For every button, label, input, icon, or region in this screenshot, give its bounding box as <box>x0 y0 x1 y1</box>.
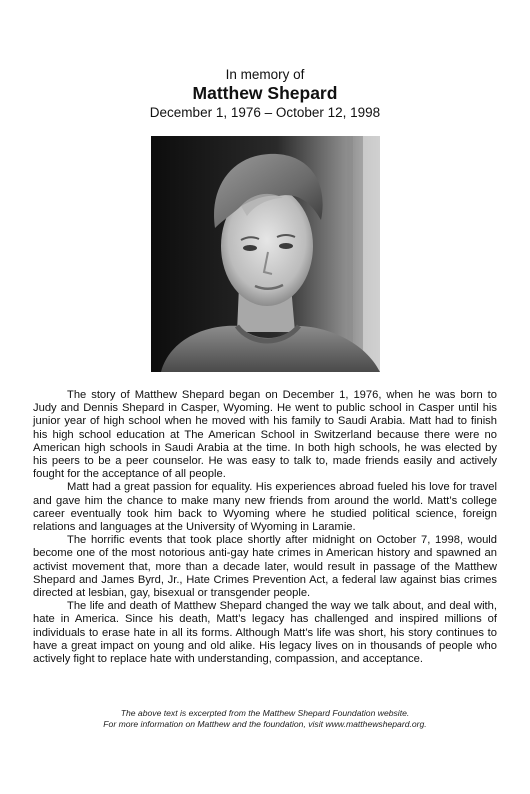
portrait-photo <box>151 136 380 372</box>
memorial-header <box>0 66 530 121</box>
biography-paragraph: The life and death of Matthew Shepard changed the way we talk about, and deal with, hate in America. Since his death, Matt’s legacy has challenged and inspired millions of individuals to erase hate in all its forms. Although Matt’s life was short, his story continues to have a great impact on young and old alike. His legacy lives on in thousands of people who actively fight to replace hate with understanding, compassion, and acceptance. <box>33 600 497 666</box>
biography-paragraph: Matt had a great passion for equality. His experiences abroad fueled his love for travel and gave him the chance to make many new friends from around the world. Matt’s college career eventually took him back to Wyoming where he studied political science, foreign relations and languages at the University of Wyoming in Laramie. <box>33 481 497 534</box>
source-footnote <box>0 708 530 730</box>
person-name: Matthew Shepard <box>192 83 338 103</box>
biography-text <box>33 389 497 666</box>
biography-paragraph: The horrific events that took place shortly after midnight on October 7, 1998, would become one of the most notorious anti-gay hate crimes in American history and spawned an activist movement that, more than a decade later, would result in passage of the Matthew Shepard and James Byrd, Jr., Hate Crimes Prevention Act, a federal law against bias crimes directed at lesbian, gay, bisexual or transgender people. <box>33 534 497 600</box>
footnote-line-1: The above text is excerpted from the Matthew Shepard Foundation website. <box>120 708 410 718</box>
portrait-illustration <box>151 136 380 372</box>
in-memory-label: In memory of <box>225 67 305 82</box>
biography-paragraph: The story of Matthew Shepard began on December 1, 1976, when he was born to Judy and Dennis Shepard in Casper, Wyoming. He went to public school in Casper until his junior year of high school when he moved with his family to Saudi Arabia. Matt had to finish his high school education at The American School in Switzerland because there were no American high schools in Saudi Arabia at the time. In both high schools, he was elected by his peers to be a peer counselor. He was easy to talk to, made friends easily and actively fought for the acceptance of all people. <box>33 389 497 481</box>
life-dates: December 1, 1976 – October 12, 1998 <box>149 105 381 120</box>
footnote-line-2: For more information on Matthew and the foundation, visit www.matthewshepard.org. <box>103 719 427 729</box>
